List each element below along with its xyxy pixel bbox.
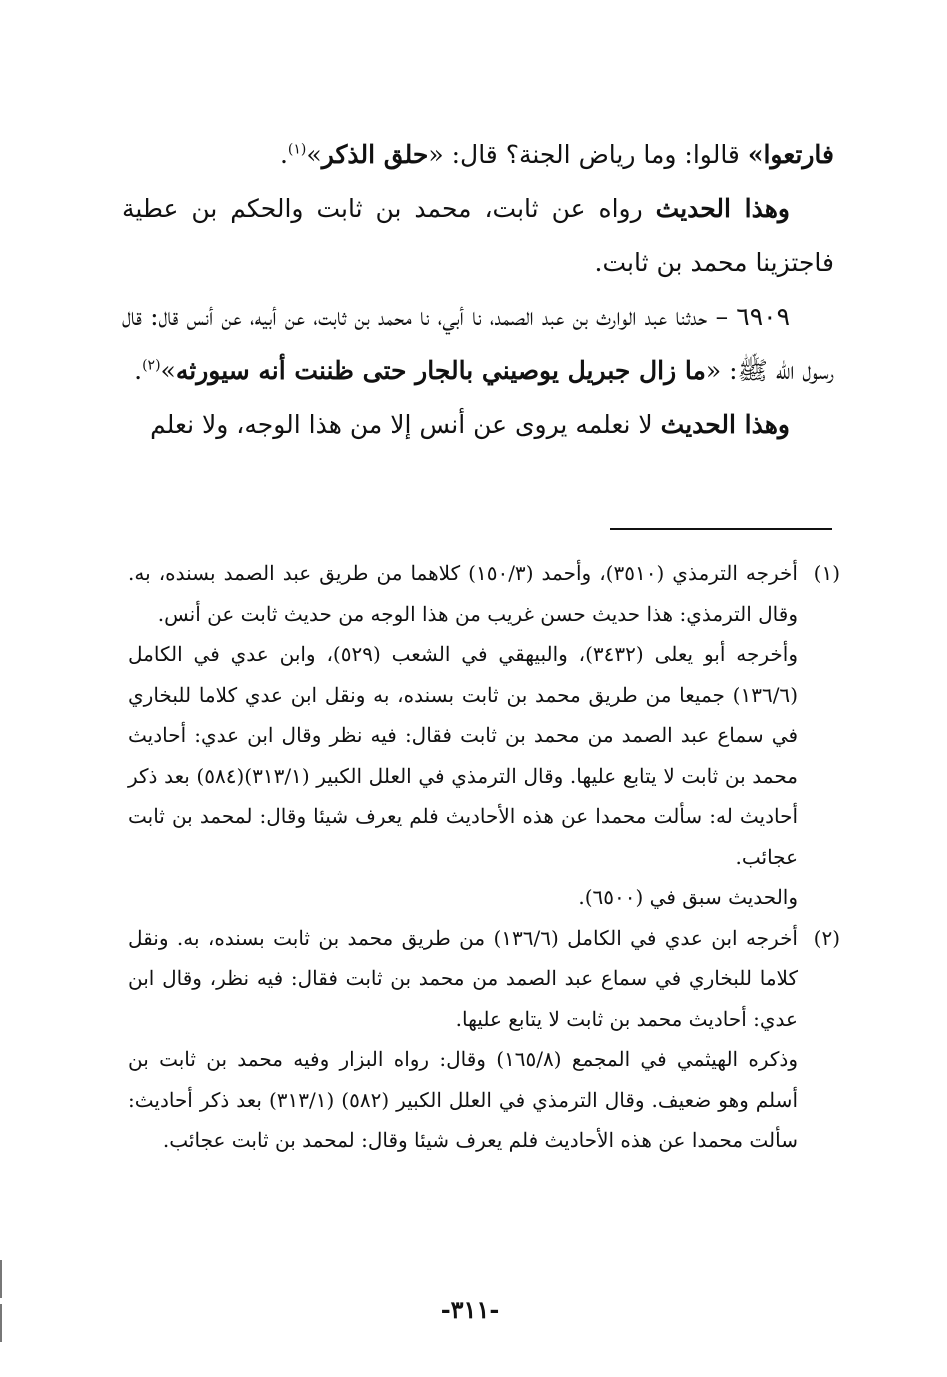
bold-phrase: وهذا الحديث <box>655 194 791 223</box>
footnote-ref-2[interactable]: (٢) <box>142 357 161 374</box>
footnote-paragraph: والحديث سبق في (٦٥٠٠). <box>578 885 798 909</box>
footnote-1 <box>128 553 840 918</box>
text-run: قالوا: وما رياض الجنة؟ قال: « <box>428 140 748 169</box>
paragraph-4 <box>122 398 834 452</box>
main-text <box>122 128 834 452</box>
footnote-separator <box>610 528 832 530</box>
bold-phrase: فارتعوا» <box>747 140 834 169</box>
text-run: » <box>306 140 322 169</box>
footnote-ref-1[interactable]: (١) <box>287 141 307 158</box>
text-run: رواه عن ثابت، محمد بن ثابت والحكم بن عطية فاجتزينا محمد بن ثابت. <box>122 194 834 277</box>
scan-edge-marks <box>0 1260 3 1377</box>
footnotes-section <box>128 553 840 1161</box>
text-run: . <box>279 140 288 169</box>
footnote-paragraph: وذكره الهيثمي في المجمع (١٦٥/٨) وقال: رواه البزار وفيه محمد بن ثابت بن أسلم وهو ضعيف. وقال الترمذي في العلل الكبير (٥٨٢) (٣١٣/١) بعد ذكر أحاديث: سألت محمدا عن هذه الأحاديث فلم يعرف شيئا وقال: لمحمد بن ثابت عجائب. <box>128 1047 798 1152</box>
paragraph-2 <box>122 182 834 290</box>
footnote-paragraph: أخرجه الترمذي (٣٥١٠)، وأحمد (١٥٠/٣) كلاهما من طريق عبد الصمد بسنده، به. وقال الترمذي: هذا حديث حسن غريب من هذا الوجه من حديث ثابت عن أنس. <box>128 561 798 626</box>
footnote-paragraph: وأخرجه أبو يعلى (٣٤٣٢)، والبيهقي في الشعب (٥٢٩)، وابن عدي في الكامل (١٣٦/٦) جميعا من طريق محمد بن ثابت بسنده، به ونقل ابن عدي كلاما للبخاري في سماع عبد الصمد من محمد بن ثابت فقال: فيه نظر وقال ابن عدي: أحاديث محمد بن ثابت لا يتابع عليها. وقال الترمذي في العلل الكبير (٣١٣/١)(٥٨٤) بعد ذكر أحاديث له: سألت محمدا عن هذه الأحاديث فلم يعرف شيئا وقال: لمحمد بن ثابت عجائب. <box>128 642 798 869</box>
text-run: . <box>134 356 143 385</box>
footnote-paragraph: أخرجه ابن عدي في الكامل (١٣٦/٦) من طريق محمد بن ثابت بسنده، به. ونقل كلاما للبخاري في سماع عبد الصمد من محمد بن ثابت فقال: فيه نظر، وقال ابن عدي: أحاديث محمد بن ثابت لا يتابع عليها. <box>128 925 798 1031</box>
paragraph-3 <box>122 290 834 398</box>
footnote-number: (٢) <box>813 925 840 950</box>
text-run: » <box>160 356 176 385</box>
footnote-2 <box>128 918 840 1161</box>
paragraph-1 <box>122 128 834 182</box>
bold-phrase: وهذا الحديث <box>660 410 790 439</box>
footnote-number: (١) <box>813 561 840 585</box>
page-number: -٣١١- <box>440 1295 500 1324</box>
bold-phrase: حلق الذكر <box>321 140 429 169</box>
scan-mark <box>0 1260 2 1298</box>
text-run: لا نعلمه يروى عن أنس إلا من هذا الوجه، ولا نعلم <box>150 410 661 439</box>
bold-phrase: ما زال جبريل يوصيني بالجار حتى ظننت أنه سيورثه <box>175 356 706 385</box>
text-run: ٦٩٠٩ – حدثنا عبد الوارث بن عبد الصمد، نا أبي، نا محمد بن ثابت، عن أبيه، عن أنس قال: قال رسول الله ﷺ: « <box>122 302 834 385</box>
scan-mark <box>0 1304 2 1342</box>
